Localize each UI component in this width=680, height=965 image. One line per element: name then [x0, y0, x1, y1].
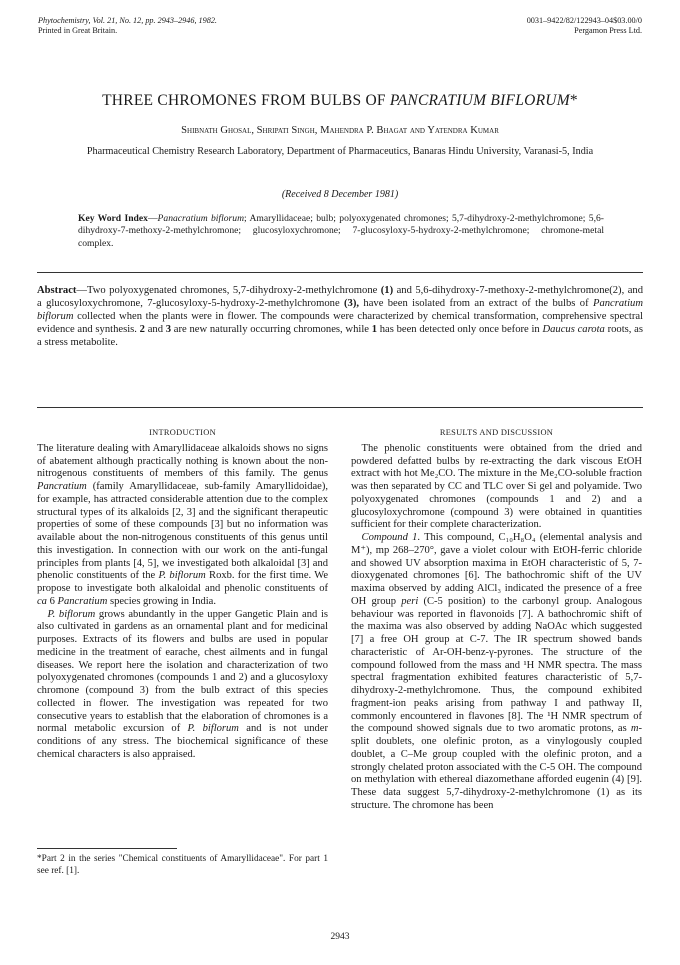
- footnote-divider: [37, 848, 177, 849]
- keyword-terms: ; Amaryllidaceae; bulb; polyoxygenated chromones; 5,7-dihydroxy-2-methylchromone; 5,6-dihydroxy-7-methoxy-2-methylchromone; glucosyloxychromone; 7-glucosyloxy-5-hydroxy-2-methylchromone; chromone-metal complex.: [78, 213, 604, 249]
- title-species: PANCRATIUM BIFLORUM: [389, 92, 570, 109]
- journal-citation: [38, 16, 217, 36]
- title-main: THREE CHROMONES FROM BULBS OF: [102, 92, 390, 109]
- received-date: (Received 8 December 1981): [281, 189, 399, 200]
- affiliation: Pharmaceutical Chemistry Research Laboratory, Department of Pharmaceutics, Banaras Hindu University, Varanasi-5, India: [86, 146, 594, 157]
- results-body: [351, 443, 642, 813]
- introduction-paragraph-2: P. biflorum grows abundantly in the upper Gangetic Plain and is also cultivated in gardens as an ornamental plant and for medicinal purposes. Extracts of its flowers and bulbs are used in popular medicine in the treatment of earache, chest ailments and in fungal diseases. We report here the isolation and characterization of two polyoxygenated chromones (compounds 1 and 2) and a glucosyloxy chromone (compound 3) from the bulb extract of this species collected in flower. The investigation was repeated for two consecutive years to establish that the elaboration of chromones is a normal metabolic excursion of P. biflorum and is not under conditions of any stress. The biochemical significance of these chemical characters is also appraised.: [37, 608, 328, 760]
- footnote: *Part 2 in the series "Chemical constituents of Amaryllidaceae". For part 1 see ref. [1].: [37, 854, 328, 876]
- journal-citation-line: Phytochemistry, Vol. 21, No. 12, pp. 2943–2946, 1982.: [38, 16, 217, 25]
- divider-top: [37, 272, 643, 273]
- article-code-line: 0031–9422/82/122943–04$03.00/0: [526, 16, 642, 25]
- introduction-paragraph-1: The literature dealing with Amaryllidaceae alkaloids shows no signs of abatement although practically nothing is known about the non-nitrogenous constituents of members of this family. The genus Pancratium (family Amaryllidaceae, sub-family Amaryllidoidae), for example, has attracted considerable attention due to the complex structural types of its alkaloids [2, 3] and the significant therapeutic properties of some of these compounds [3] but no information was available about the non-nitrogenous constituents of this genus until this investigation. In connection with our work on the anti-fungal principles from plants [4, 5], we investigated both alkaloidal [3] and phenolic constituents of the P. biflorum Roxb. for the first time. We propose to investigate both alkaloidal and phenolic constituents of ca 6 Pancratium species growing in India.: [37, 442, 328, 607]
- introduction-heading: INTRODUCTION: [149, 428, 216, 437]
- divider-bottom: [37, 407, 643, 408]
- results-paragraph-2: Compound 1. This compound, C₁₀H₈O₄ (elemental analysis and M⁺), mp 268–270°, gave a violet colour with EtOH-ferric chloride and showed UV absorption maxima in EtOH characteristic of 5, 7-dioxygenated chromones [6]. The bathochromic shift of the UV maxima observed by adding AlCl₃ indicated the presence of a free OH group peri (C-5 position) to the carbonyl group. Analogous behaviour was reported in flavonoids [7]. A bathochromic shift of the maxima was also observed by adding NaOAc which suggested [7] a free OH group at C-7. The IR spectrum showed bands characteristic of Ar-OH-benz-γ-pyrones. The structure of the compound followed from the mass and ¹H NMR spectra. The mass spectral fragmentation exhibited features characteristic of 5,7-dihydroxy-2-methylchromone. Thus, the compound exhibited fragment-ion peaks arising from pathway I and pathway II, commonly encountered in flavones [8]. The ¹H NMR spectrum of the compound showed signals due to two aromatic protons, as m-split doublets, one olefinic proton, as a vinylogously coupled doublet, a C–Me group coupled with the olefinic proton, and a strongly chelated proton associated with the C-5 OH. The compound on methylation with ethereal diazomethane afforded eugenin (4) [9]. These data suggest 5,7-dihydroxy-2-methylchromone (1) as its structure. The chromone has been: [351, 532, 642, 811]
- page-number: 2943: [330, 932, 350, 942]
- keyword-species: Panacratium biflorum: [157, 213, 245, 224]
- introduction-section: [37, 427, 328, 762]
- keyword-index: Key Word Index—Panacratium biflorum; Amaryllidaceae; bulb; polyoxygenated chromones; 5,7-dihydroxy-2-methylchromone; 5,6-dihydroxy-7-methoxy-2-methylchromone; glucosyloxychromone; 7-glucosyloxy-5-hydroxy-2-methylchromone; chromone-metal complex.: [78, 213, 604, 249]
- abstract: Abstract—Two polyoxygenated chromones, 5,7-dihydroxy-2-methylchromone (1) and 5,6-dihydroxy-7-methoxy-2-methylchromone(2), and a glucosyloxychromone, 7-glucosyloxy-5-hydroxy-2-methylchromone (3), have been isolated from an extract of the bulbs of Pancratium biflorum collected when the plants were in flower. The compounds were characterized by chemical transformation, comprehensive spectral evidence and synthesis. 2 and 3 are new naturally occurring chromones, while 1 has been detected only once before in Daucus carota roots, as a stress metabolite.: [37, 285, 643, 348]
- results-paragraph-1: The phenolic constituents were obtained from the dried and powdered defatted bulbs by re-extracting the dark viscous EtOH extract with hot Me₂CO. The mixture in the Me₂CO-soluble fraction was then separated by CC and TLC over Si gel and polyamide. Two polyoxygenated chromones (compounds 1 and 2) and a glucosyloxychromone (compound 3) were obtained in quantities sufficient for their complete characterization.: [351, 442, 642, 531]
- publisher-line: Pergamon Press Ltd.: [574, 26, 642, 35]
- printed-in-line: Printed in Great Britain.: [38, 26, 118, 35]
- results-heading: RESULTS AND DISCUSSION: [439, 428, 554, 437]
- abstract-label: Abstract: [37, 285, 77, 296]
- introduction-body: [37, 443, 328, 762]
- keyword-label: Key Word Index: [78, 213, 148, 224]
- article-code: [527, 16, 642, 36]
- results-section: [351, 427, 642, 813]
- title-footnote-mark: *: [569, 92, 578, 109]
- author-list: Shibnath Ghosal, Shripati Singh, Mahendra P. Bhagat and Yatendra Kumar: [181, 125, 499, 136]
- article-title: [0, 92, 680, 110]
- compound-label: Compound 1: [361, 532, 418, 543]
